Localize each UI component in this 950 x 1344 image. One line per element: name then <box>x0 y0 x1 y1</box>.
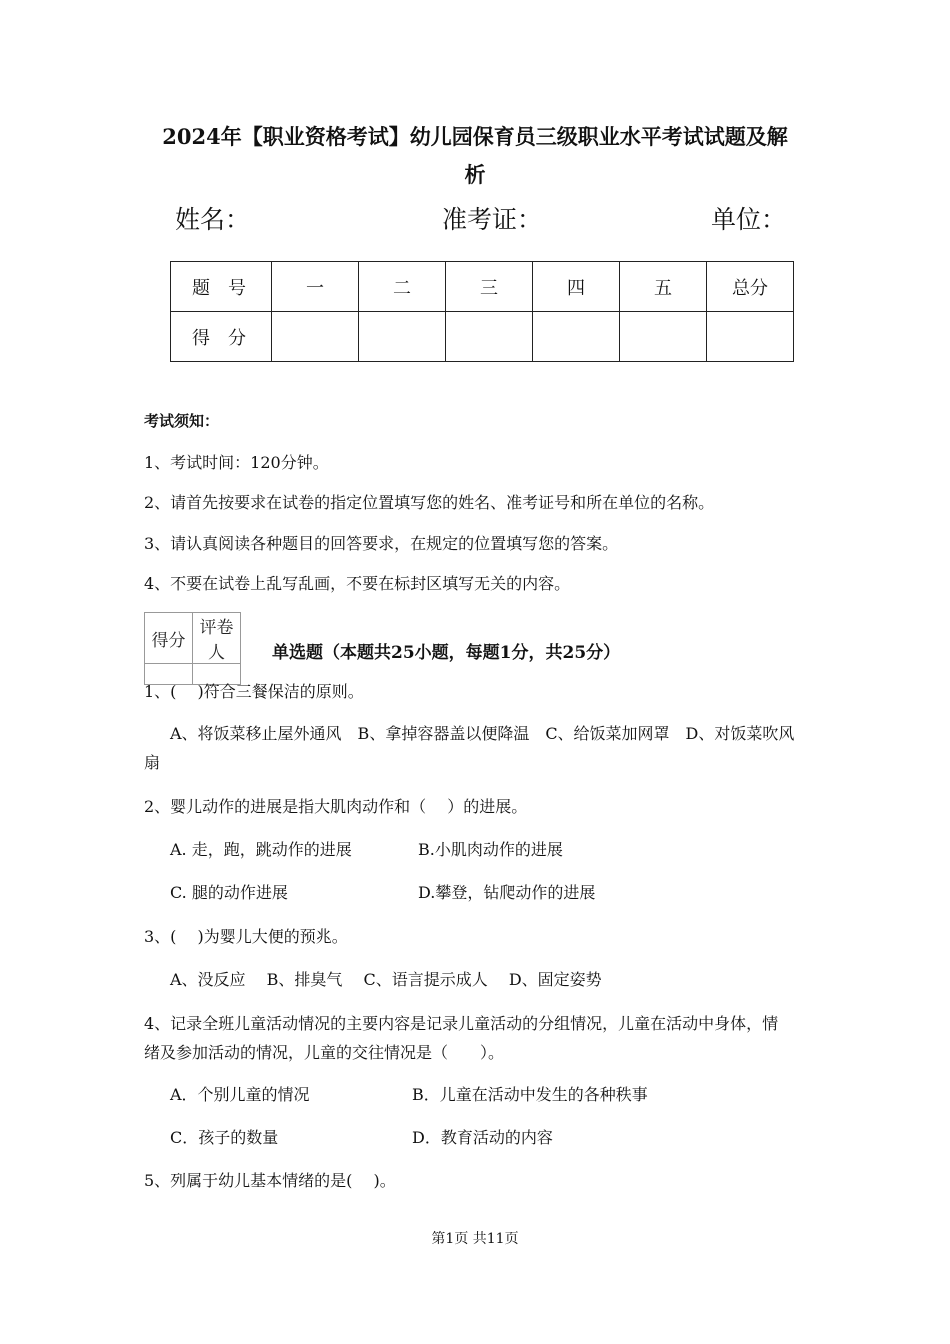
grader-table <box>144 612 241 685</box>
exam-id-field-label: 准考证： <box>442 205 543 234</box>
score-cell[interactable] <box>446 312 533 362</box>
question-3-stem: 3、( )为婴儿大便的预兆。 <box>144 927 348 946</box>
score-table-col-3: 三 <box>446 262 533 312</box>
score-table-header-row <box>171 262 794 312</box>
question-2-option-d: D.攀登，钻爬动作的进展 <box>418 883 596 902</box>
grader-table-grader-label: 评卷人 <box>193 613 241 664</box>
question-4-option-a: A．个别儿童的情况 <box>170 1085 310 1104</box>
score-table-score-row <box>171 312 794 362</box>
score-table-col-2: 二 <box>359 262 446 312</box>
note-item: 4、不要在试卷上乱写乱画，不要在标封区填写无关的内容。 <box>144 574 571 593</box>
score-table-col-4: 四 <box>533 262 620 312</box>
page-footer: 第1页 共11页 <box>431 1231 519 1247</box>
question-4-option-b: B．儿童在活动中发生的各种秩事 <box>412 1085 648 1104</box>
score-cell[interactable] <box>272 312 359 362</box>
notes-title: 考试须知： <box>144 412 220 430</box>
score-table-question-label: 题号 <box>171 262 272 312</box>
note-item: 3、请认真阅读各种题目的回答要求，在规定的位置填写您的答案。 <box>144 534 619 553</box>
question-1-stem: 1、( )符合三餐保洁的原则。 <box>144 682 364 701</box>
question-1-options-wrap: 扇 <box>144 753 161 772</box>
unit-field-label: 单位： <box>711 205 787 234</box>
score-table-col-5: 五 <box>620 262 707 312</box>
question-5-stem: 5、列属于幼儿基本情绪的是( )。 <box>144 1171 396 1190</box>
score-cell[interactable] <box>359 312 446 362</box>
question-2-stem: 2、婴儿动作的进展是指大肌肉动作和（ ）的进展。 <box>144 797 528 816</box>
question-4-option-d: D．教育活动的内容 <box>412 1128 553 1147</box>
score-table-col-1: 一 <box>272 262 359 312</box>
question-2-option-b: B.小肌肉动作的进展 <box>418 840 563 859</box>
title-line-1: 2024年【职业资格考试】幼儿园保育员三级职业水平考试试题及解 <box>162 124 788 149</box>
page-title <box>60 118 890 194</box>
score-cell-total[interactable] <box>707 312 794 362</box>
grader-table-score-label: 得分 <box>145 613 193 664</box>
section-title: 单选题（本题共25小题，每题1分，共25分） <box>272 643 621 663</box>
score-table <box>170 261 794 362</box>
note-item: 1、考试时间：120分钟。 <box>144 453 329 472</box>
note-item: 2、请首先按要求在试卷的指定位置填写您的姓名、准考证号和所在单位的名称。 <box>144 493 715 512</box>
score-table-col-total: 总分 <box>707 262 794 312</box>
name-field-label: 姓名： <box>175 205 251 234</box>
question-4-stem-line-2: 绪及参加活动的情况，儿童的交往情况是（ ）。 <box>144 1043 505 1062</box>
score-cell[interactable] <box>533 312 620 362</box>
question-3-options: A、没反应 B、排臭气 C、语言提示成人 D、固定姿势 <box>170 970 602 989</box>
question-2-option-a: A. 走，跑，跳动作的进展 <box>170 840 352 859</box>
score-cell[interactable] <box>620 312 707 362</box>
question-1-options: A、将饭菜移止屋外通风 B、拿掉容器盖以便降温 C、给饭菜加网罩 D、对饭菜吹风 <box>170 724 795 743</box>
score-table-score-label: 得分 <box>171 312 272 362</box>
question-2-option-c: C. 腿的动作进展 <box>170 883 288 902</box>
title-line-2: 析 <box>464 162 486 187</box>
question-4-option-c: C．孩子的数量 <box>170 1128 279 1147</box>
question-4-stem-line-1: 4、记录全班儿童活动情况的主要内容是记录儿童活动的分组情况，儿童在活动中身体，情 <box>144 1014 779 1033</box>
